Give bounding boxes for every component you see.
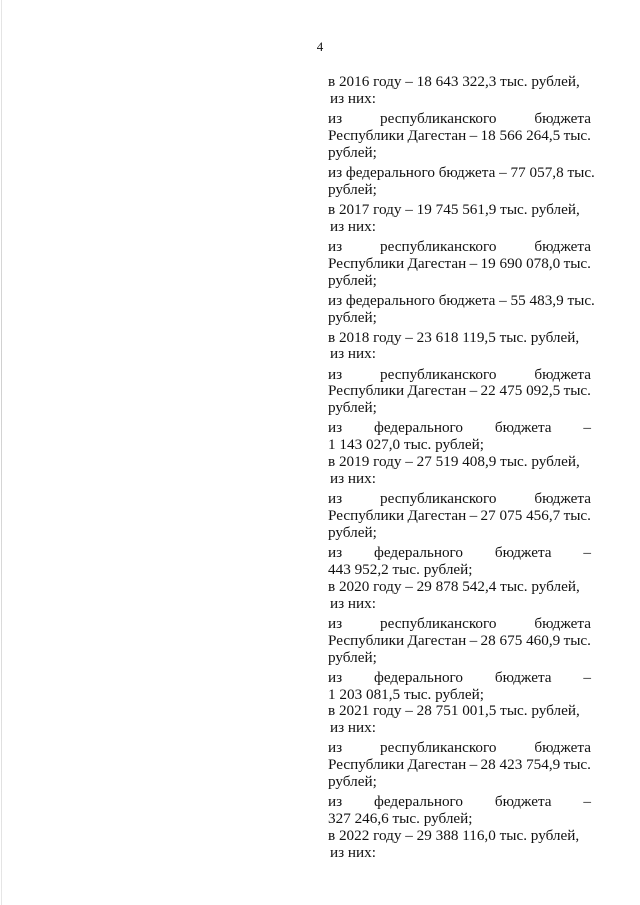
text-line: 1 143 027,0 тыс. рублей; (328, 436, 484, 454)
text-line: рублей; (328, 308, 377, 326)
text-word: бюджета (534, 237, 591, 255)
text-word: из (328, 490, 343, 508)
text-word: Республики (328, 382, 405, 400)
text-word: федерального (374, 668, 464, 686)
text-line (328, 256, 591, 273)
text-word: бюджета (494, 419, 552, 437)
text-line: в 2018 году – 23 618 119,5 тыс. рублей, (328, 328, 580, 346)
text-word: из (328, 419, 343, 437)
text-line: рублей; (328, 271, 377, 289)
text-word: бюджета (534, 614, 591, 632)
text-word: бюджета (534, 109, 591, 127)
text-word: республиканского (380, 109, 497, 127)
text-word: тыс. (563, 507, 591, 525)
text-word: – (469, 126, 478, 144)
text-word: из (328, 237, 343, 255)
text-word: – (469, 254, 478, 272)
text-line: из них: (330, 89, 376, 107)
text-line: из них: (330, 217, 376, 235)
text-line: в 2021 году – 28 751 001,5 тыс. рублей, (328, 702, 580, 720)
text-line (328, 491, 591, 508)
text-line (328, 670, 591, 687)
text-word: 28 423 754,9 (480, 756, 561, 774)
text-line (328, 545, 591, 562)
text-word: Республики (328, 631, 405, 649)
text-line (328, 616, 591, 633)
text-word: Дагестан (407, 507, 467, 525)
text-word: 22 475 092,5 (480, 382, 561, 400)
text-line: в 2017 году – 19 745 561,9 тыс. рублей, (328, 200, 580, 218)
text-line: из них: (330, 843, 376, 861)
text-word: – (469, 756, 478, 774)
text-word: Дагестан (407, 631, 467, 649)
text-word: из (328, 109, 343, 127)
text-word: – (469, 382, 478, 400)
text-line: рублей; (328, 143, 377, 161)
text-line: рублей; (328, 399, 377, 417)
text-word: из (328, 793, 343, 811)
text-word: Республики (328, 756, 405, 774)
text-word: Республики (328, 126, 405, 144)
text-word: Дагестан (407, 382, 467, 400)
scan-edge-shadow (1, 0, 2, 905)
text-word: тыс. (563, 126, 591, 144)
text-line: из них: (330, 470, 376, 488)
text-line: рублей; (328, 773, 377, 791)
text-word: тыс. (563, 756, 591, 774)
text-word: федерального (374, 793, 464, 811)
text-line (328, 128, 591, 145)
text-line (328, 383, 591, 400)
text-word: из (328, 365, 343, 383)
text-word: – (583, 668, 591, 686)
text-line: рублей; (328, 523, 377, 541)
text-line (328, 111, 591, 128)
text-word: 27 075 456,7 (480, 507, 561, 525)
text-word: республиканского (380, 490, 497, 508)
text-word: бюджета (494, 668, 552, 686)
text-word: – (469, 631, 478, 649)
text-word: бюджета (534, 365, 591, 383)
text-word: тыс. (563, 631, 591, 649)
text-word: – (583, 419, 591, 437)
text-word: республиканского (380, 739, 497, 757)
text-word: – (469, 507, 478, 525)
text-line (328, 794, 591, 811)
text-line (328, 757, 591, 774)
text-line (328, 420, 591, 437)
text-line (328, 508, 591, 525)
text-word: 19 690 078,0 (480, 254, 561, 272)
text-word: федерального (374, 544, 464, 562)
text-word: – (583, 793, 591, 811)
text-word: республиканского (380, 365, 497, 383)
text-line: из федерального бюджета – 55 483,9 тыс. (328, 291, 595, 309)
text-line (328, 633, 591, 650)
text-line: в 2022 году – 29 388 116,0 тыс. рублей, (328, 827, 580, 845)
text-word: Республики (328, 507, 405, 525)
text-word: из (328, 668, 343, 686)
text-line: в 2016 году – 18 643 322,3 тыс. рублей, (328, 73, 580, 90)
text-word: 18 566 264,5 (480, 126, 561, 144)
text-line: 443 952,2 тыс. рублей; (328, 560, 473, 578)
text-word: Дагестан (407, 756, 467, 774)
text-word: бюджета (534, 739, 591, 757)
funding-by-year-text (328, 73, 595, 862)
text-word: из (328, 614, 343, 632)
text-line (328, 740, 591, 757)
text-line: 1 203 081,5 тыс. рублей; (328, 685, 484, 703)
text-word: федерального (374, 419, 464, 437)
text-line: рублей; (328, 180, 377, 198)
text-word: Республики (328, 254, 405, 272)
text-word: из (328, 544, 343, 562)
text-line: 327 246,6 тыс. рублей; (328, 810, 473, 828)
text-word: бюджета (494, 793, 552, 811)
text-word: республиканского (380, 614, 497, 632)
text-line (328, 367, 591, 384)
text-line (328, 239, 591, 256)
text-word: 28 675 460,9 (480, 631, 561, 649)
page-number: 4 (316, 39, 324, 54)
text-word: Дагестан (407, 126, 467, 144)
text-line: рублей; (328, 648, 377, 666)
text-word: тыс. (563, 382, 591, 400)
text-line: из них: (330, 345, 376, 363)
text-line: в 2019 году – 27 519 408,9 тыс. рублей, (328, 453, 580, 471)
text-line: из них: (330, 719, 376, 737)
text-line: в 2020 году – 29 878 542,4 тыс. рублей, (328, 577, 580, 595)
text-word: бюджета (494, 544, 552, 562)
text-line: из них: (330, 594, 376, 612)
text-word: тыс. (563, 254, 591, 272)
text-word: республиканского (380, 237, 497, 255)
text-word: – (583, 544, 591, 562)
text-word: из (328, 739, 343, 757)
text-word: бюджета (534, 490, 591, 508)
text-word: Дагестан (407, 254, 467, 272)
text-line: из федерального бюджета – 77 057,8 тыс. (328, 163, 595, 181)
